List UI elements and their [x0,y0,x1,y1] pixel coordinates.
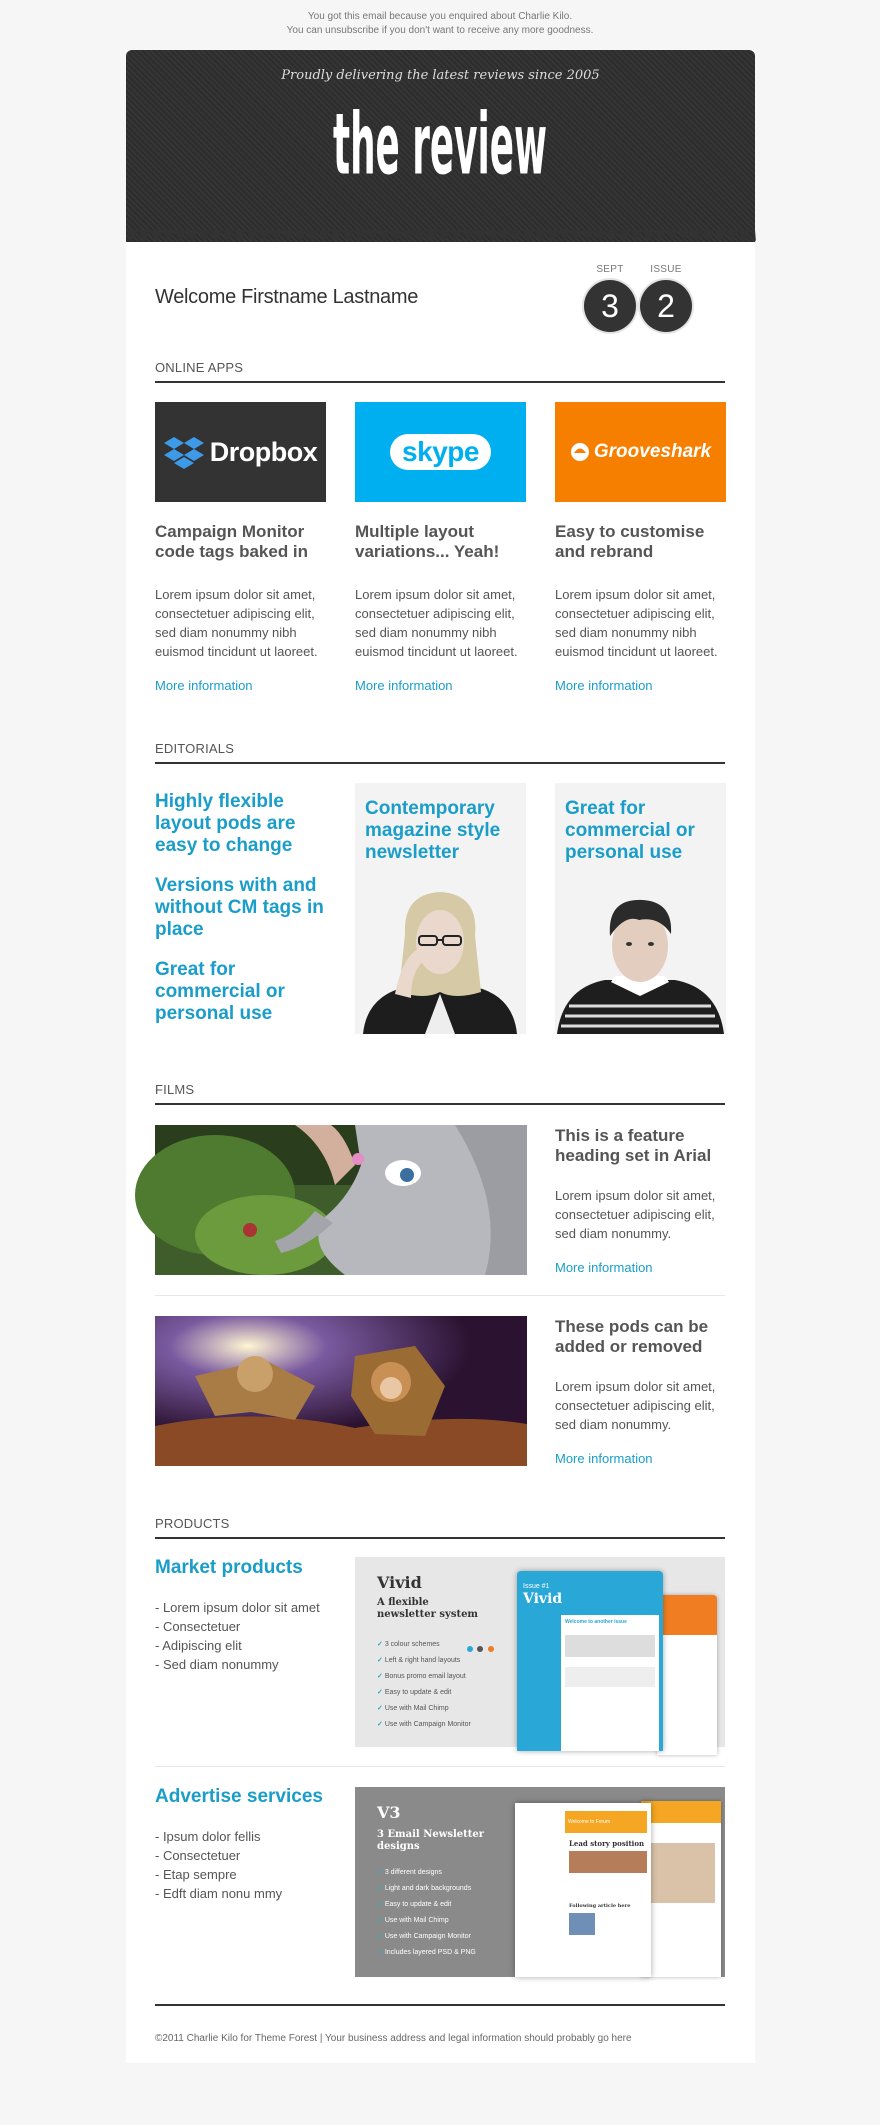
editorial-card-man[interactable] [555,783,726,1034]
bullet-item: - Consectetuer [155,1619,241,1634]
editorial-heading[interactable]: Great for commercial or personal use [155,959,285,1024]
app-body: Lorem ipsum dolor sit amet, consectetuer adipiscing elit, sed diam nonummy nibh euismod tincidunt ut laoreet. [555,587,718,659]
dropbox-wordmark: Dropbox [209,436,318,467]
feature-item: ✓ Includes layered PSD & PNG [377,1949,476,1956]
mock-orange-page [657,1595,717,1755]
skype-logo: skype [390,434,491,470]
film-image-space[interactable] [155,1316,527,1466]
mock-issue-tag: Issue #1 [523,1583,550,1590]
bullet-item: - Adipiscing elit [155,1638,242,1653]
svg-text:the review [333,95,547,194]
month-label: SEPT [596,264,624,275]
mock-logo: Vivid [523,1591,563,1607]
section-title-editorials: EDITORIALS [155,741,235,756]
product-bullets [155,1598,340,1674]
logo-text: the review [333,94,547,194]
mock-lead-story: Lead story position [569,1839,645,1848]
more-info-link[interactable]: More information [555,678,653,693]
v3-promo-image[interactable] [355,1787,725,1977]
feature-item: ✓ Use with Campaign Monitor [377,1933,471,1940]
film-heading: These pods can be added or removed [555,1317,709,1356]
product-heading[interactable]: Advertise services [155,1786,323,1807]
feature-item: ✓ 3 different designs [377,1869,442,1876]
more-info-link[interactable]: More information [355,678,453,693]
colour-dots [467,1639,495,1646]
editorial-heading[interactable]: Versions with and without CM tags in place [155,875,324,940]
feature-item: ✓ Bonus promo email layout [377,1673,466,1680]
bullet-item: - Edft diam nonu mmy [155,1886,283,1901]
mock-second-page [641,1801,721,1977]
editorial-left-column [155,791,330,1025]
footer-rule [155,2004,725,2006]
woman-photo [355,874,526,1034]
mock-article-link: Following article here [569,1903,631,1909]
mock-main-page [515,1803,651,1977]
editorial-card-woman[interactable] [355,783,526,1034]
grooveshark-icon [570,442,590,462]
bullet-item: - Consectetuer [155,1848,241,1863]
email-notice [0,10,880,38]
promo-subtitle: A flexible newsletter system [377,1597,479,1620]
bullet-item: - Sed diam nonummy [155,1657,279,1672]
feature-item: ✓ Use with Mail Chimp [377,1705,449,1712]
product-bullets [155,1827,340,1903]
product-text-2 [155,1786,340,1903]
man-photo [555,884,726,1034]
dropbox-icon [164,435,204,469]
zigzag-edge [126,230,755,244]
section-rule [155,1537,725,1539]
app-heading: Multiple layout variations... Yeah! [355,522,500,561]
more-info-link[interactable]: More information [555,1451,653,1466]
film-body: Lorem ipsum dolor sit amet, consectetuer adipiscing elit, sed diam nonummy. [555,1379,716,1432]
bullet-item: - Etap sempre [155,1867,237,1882]
vivid-promo-image[interactable] [355,1557,725,1747]
app-body: Lorem ipsum dolor sit amet, consectetuer adipiscing elit, sed diam nonummy nibh euismod tincidunt ut laoreet. [355,587,518,659]
issue-number: 2 [640,280,692,332]
bullet-item: - Ipsum dolor fellis [155,1829,261,1844]
issue-label: ISSUE [650,264,682,275]
mock-welcome-title: Welcome to Forum [568,1819,611,1825]
the-review-logo [326,94,555,194]
editorial-card-heading: Contemporary magazine style newsletter [365,798,501,863]
section-rule [155,1103,725,1105]
promo-feature-list [377,1865,476,1961]
product-text-1 [155,1557,340,1674]
more-info-link[interactable]: More information [555,1260,653,1275]
bullet-item: - Lorem ipsum dolor sit amet [155,1600,320,1615]
feature-item: ✓ 3 colour schemes [377,1641,440,1648]
section-rule [155,381,725,383]
feature-item: ✓ Easy to update & edit [377,1689,452,1696]
welcome-heading: Welcome Firstname Lastname [155,286,419,308]
skype-tile[interactable] [355,402,526,502]
editorial-heading[interactable]: Highly flexible layout pods are easy to change [155,791,296,856]
promo-subtitle: 3 Email Newsletter designs [377,1829,484,1852]
grooveshark-wordmark: Grooveshark [593,441,712,462]
app-column-skype [355,402,526,693]
film-text-2 [555,1317,730,1466]
grooveshark-tile[interactable] [555,402,726,502]
more-info-link[interactable]: More information [155,678,253,693]
section-title-online-apps: ONLINE APPS [155,360,244,375]
footer-legal: ©2011 Charlie Kilo for Theme Forest | Your business address and legal information should probably go here [155,2033,632,2044]
section-title-products: PRODUCTS [155,1516,230,1531]
elephant-film-still [155,1125,527,1275]
app-body: Lorem ipsum dolor sit amet, consectetuer adipiscing elit, sed diam nonummy nibh euismod tincidunt ut laoreet. [155,587,318,659]
editorial-card-heading: Great for commercial or personal use [565,798,695,863]
film-text-1 [555,1126,730,1275]
feature-item: ✓ Light and dark backgrounds [377,1885,472,1892]
section-title-films: FILMS [155,1082,195,1097]
dropbox-tile[interactable] [155,402,326,502]
tagline: Proudly delivering the latest reviews since 2005 [281,68,600,83]
film-image-horton[interactable] [155,1125,527,1275]
film-heading: This is a feature heading set in Arial [555,1126,712,1165]
promo-name: V3 [377,1803,401,1822]
film-body: Lorem ipsum dolor sit amet, consectetuer adipiscing elit, sed diam nonummy. [555,1188,716,1241]
unsubscribe-link[interactable]: You can unsubscribe if you don't want to receive any more goodness. [286,25,594,36]
feature-item: ✓ Use with Campaign Monitor [377,1721,471,1728]
app-column-dropbox [155,402,326,693]
mock-blue-page [517,1571,663,1751]
section-rule [155,762,725,764]
promo-feature-list [377,1637,471,1733]
row-divider [155,1766,725,1767]
app-heading: Campaign Monitor code tags baked in [155,522,309,561]
issue-badge [640,264,692,332]
space-film-still [155,1316,527,1466]
app-heading: Easy to customise and rebrand [555,522,705,561]
feature-item: ✓ Use with Mail Chimp [377,1917,449,1924]
app-column-grooveshark [555,402,726,693]
header-banner [126,50,755,242]
feature-item: ✓ Left & right hand layouts [377,1657,461,1664]
promo-name: Vivid [377,1573,422,1592]
product-heading[interactable]: Market products [155,1557,303,1578]
newsletter-sheet [126,50,755,2063]
row-divider [155,1295,725,1296]
feature-item: ✓ Easy to update & edit [377,1901,452,1908]
mock-welcome-title: Welcome to another issue [565,1619,627,1625]
notice-line-1: You got this email because you enquired about Charlie Kilo. [307,11,573,22]
month-number: 3 [584,280,636,332]
month-badge [584,264,636,332]
